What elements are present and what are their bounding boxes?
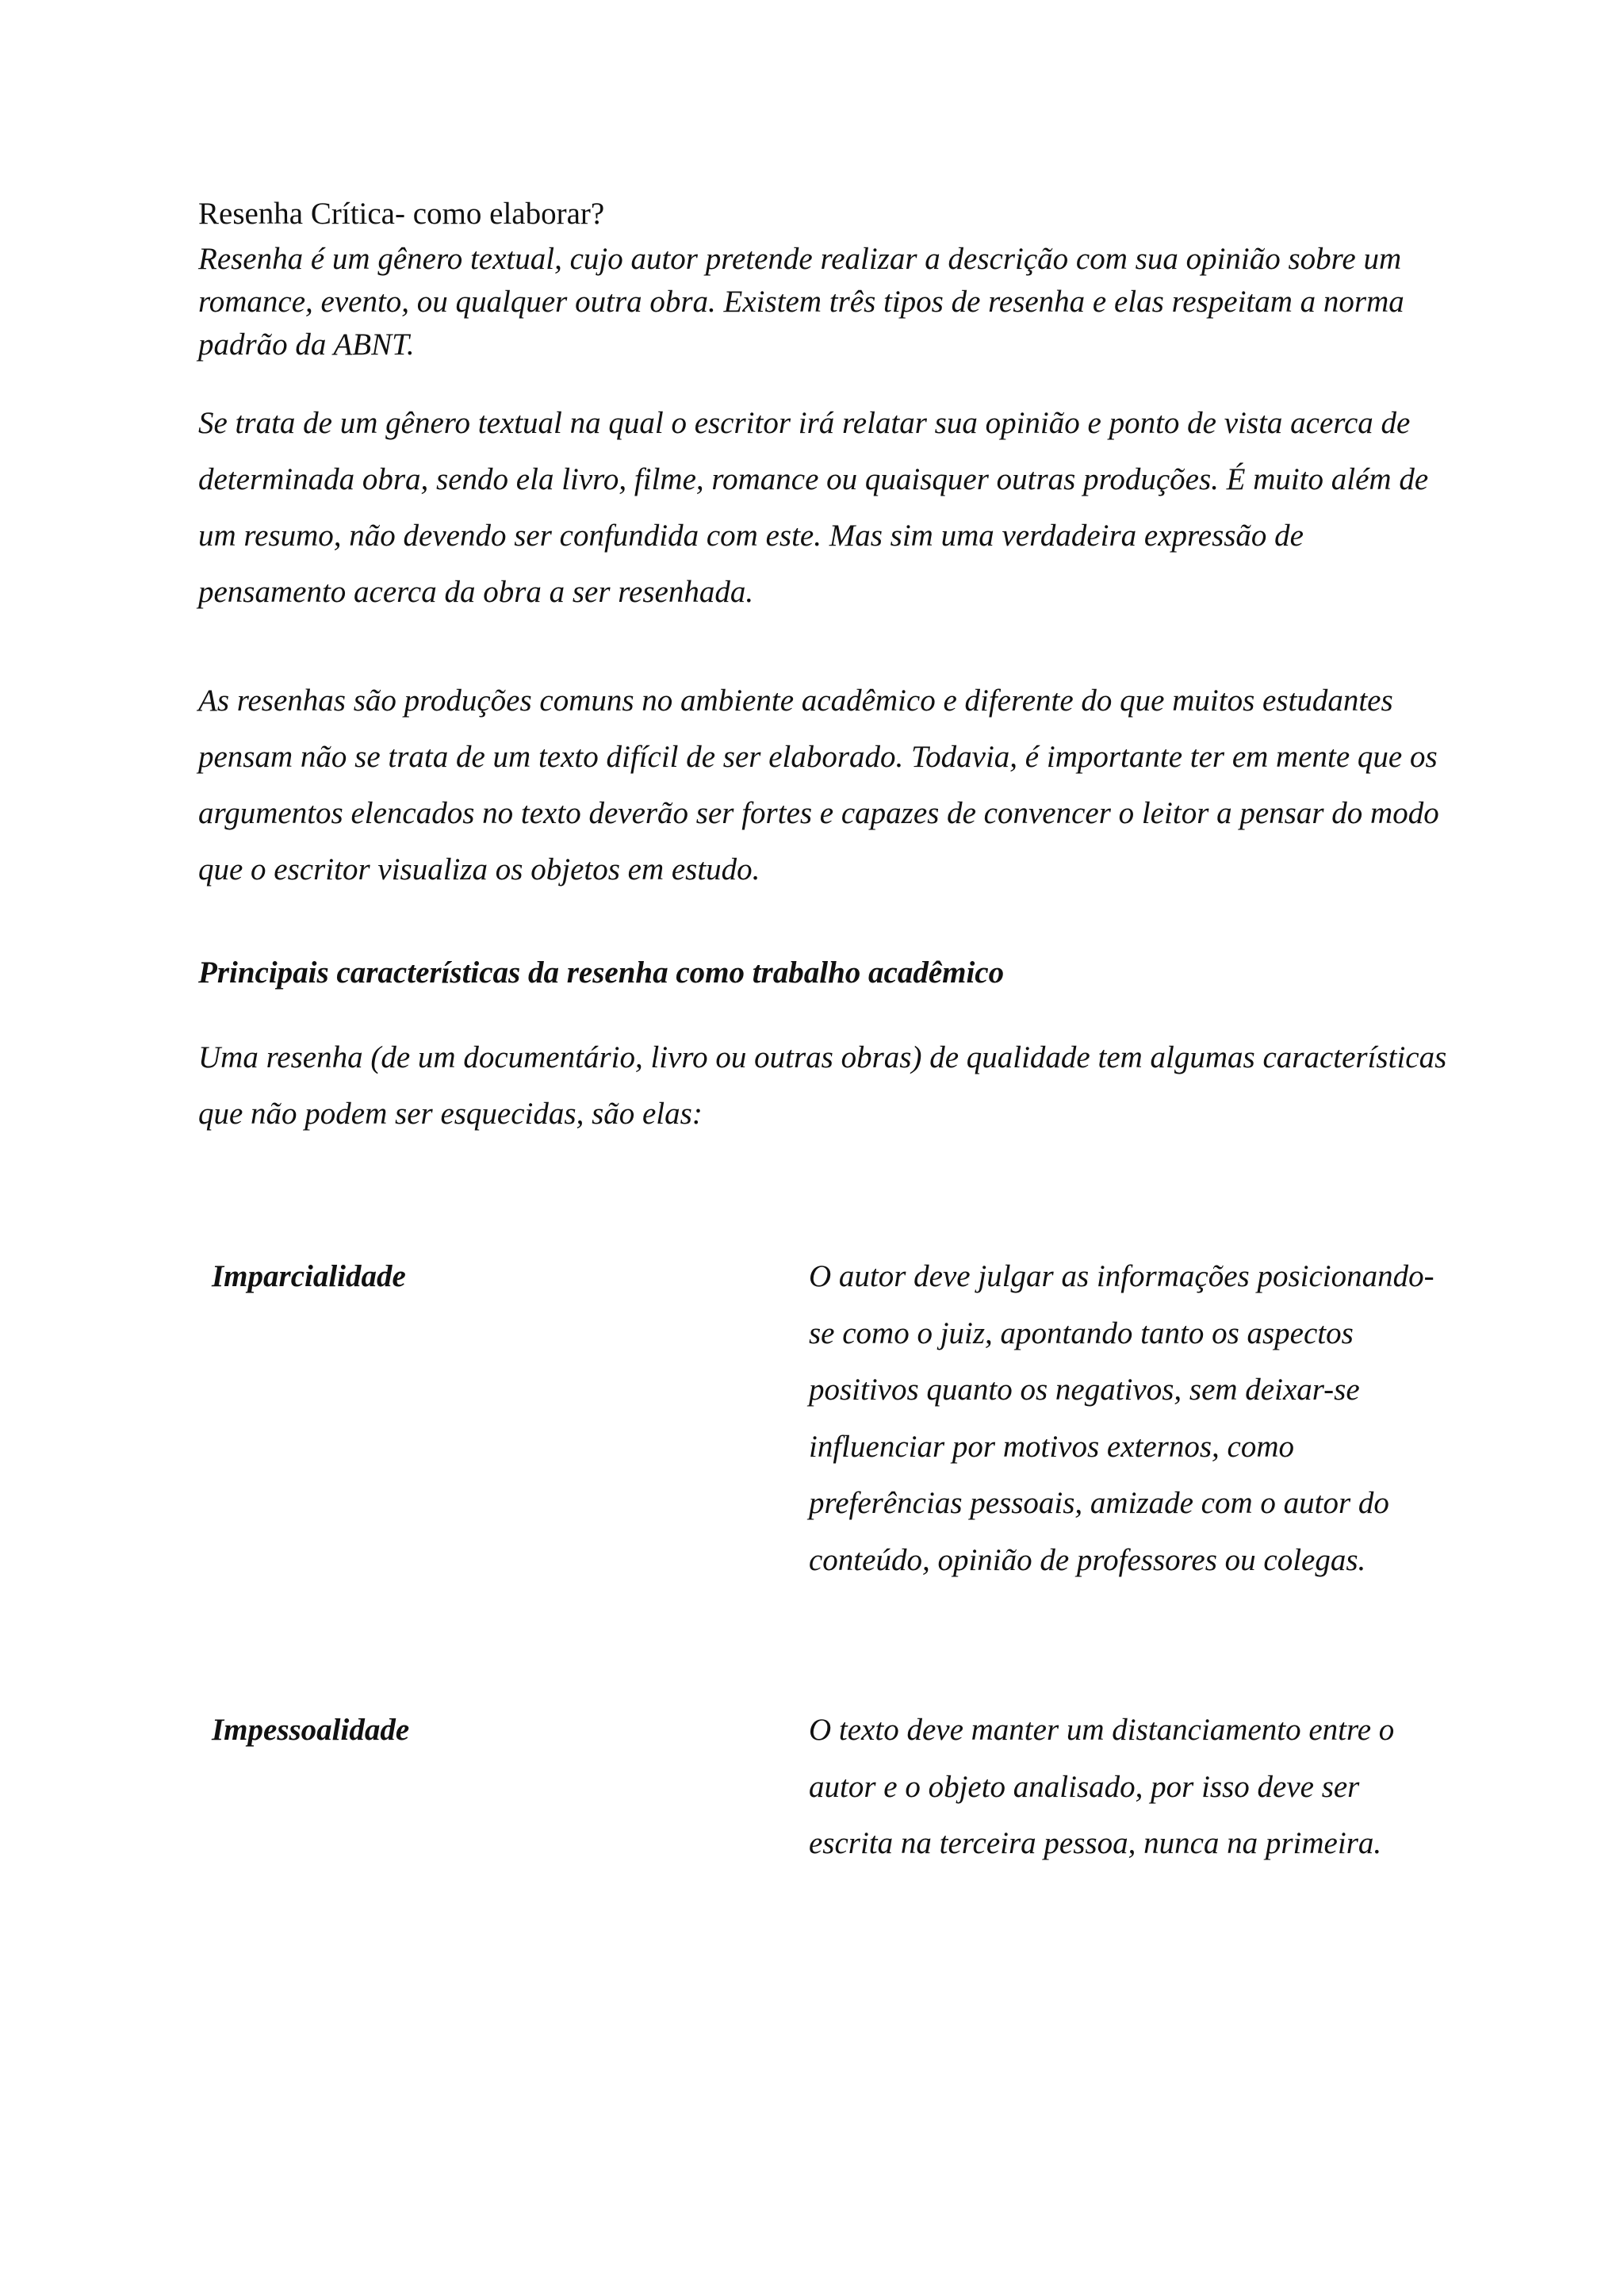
document-title: Resenha Crítica- como elaborar? (198, 197, 605, 231)
intro-paragraph: Resenha é um gênero textual, cujo autor pretende realizar a descrição com sua opinião sobre um romance, evento, ou qualquer outra obra. Existem três tipos de resenha e elas respeitam a norma padrão da ABNT. (198, 242, 1404, 362)
characteristic-description-impessoalidade: O texto deve manter um distanciamento entre o autor e o objeto analisado, por isso deve ser escrita na terceira pessoa, nunca na primeira. (809, 1713, 1395, 1860)
characteristic-term-impessoalidade: Impessoalidade (212, 1713, 410, 1747)
section-heading: Principais características da resenha como trabalho acadêmico (198, 956, 1005, 990)
body-paragraph-2: As resenhas são produções comuns no ambiente acadêmico e diferente do que muitos estudantes pensam não se trata de um texto difícil de ser elaborado. Todavia, é importante ter em mente que os argumentos elencados no texto deverão ser fortes e capazes de convencer o leitor a pensar do modo que o escritor visualiza os objetos em estudo. (198, 684, 1439, 887)
characteristic-term-imparcialidade: Imparcialidade (212, 1259, 406, 1293)
body-paragraph-1: Se trata de um gênero textual na qual o escritor irá relatar sua opinião e ponto de vista acerca de determinada obra, sendo ela livro, filme, romance ou quaisquer outras produções. É muito além de um resumo, não devendo ser confundida com este. Mas sim uma verdadeira expressão de pensamento acerca da obra a ser resenhada. (198, 406, 1429, 609)
characteristic-description-imparcialidade: O autor deve julgar as informações posicionando-se como o juiz, apontando tanto os aspectos positivos quanto os negativos, sem deixar-se influenciar por motivos externos, como preferências pessoais, amizade com o autor do conteúdo, opinião de professores ou colegas. (809, 1259, 1434, 1577)
body-paragraph-3: Uma resenha (de um documentário, livro ou outras obras) de qualidade tem algumas características que não podem ser esquecidas, são elas: (198, 1040, 1447, 1131)
